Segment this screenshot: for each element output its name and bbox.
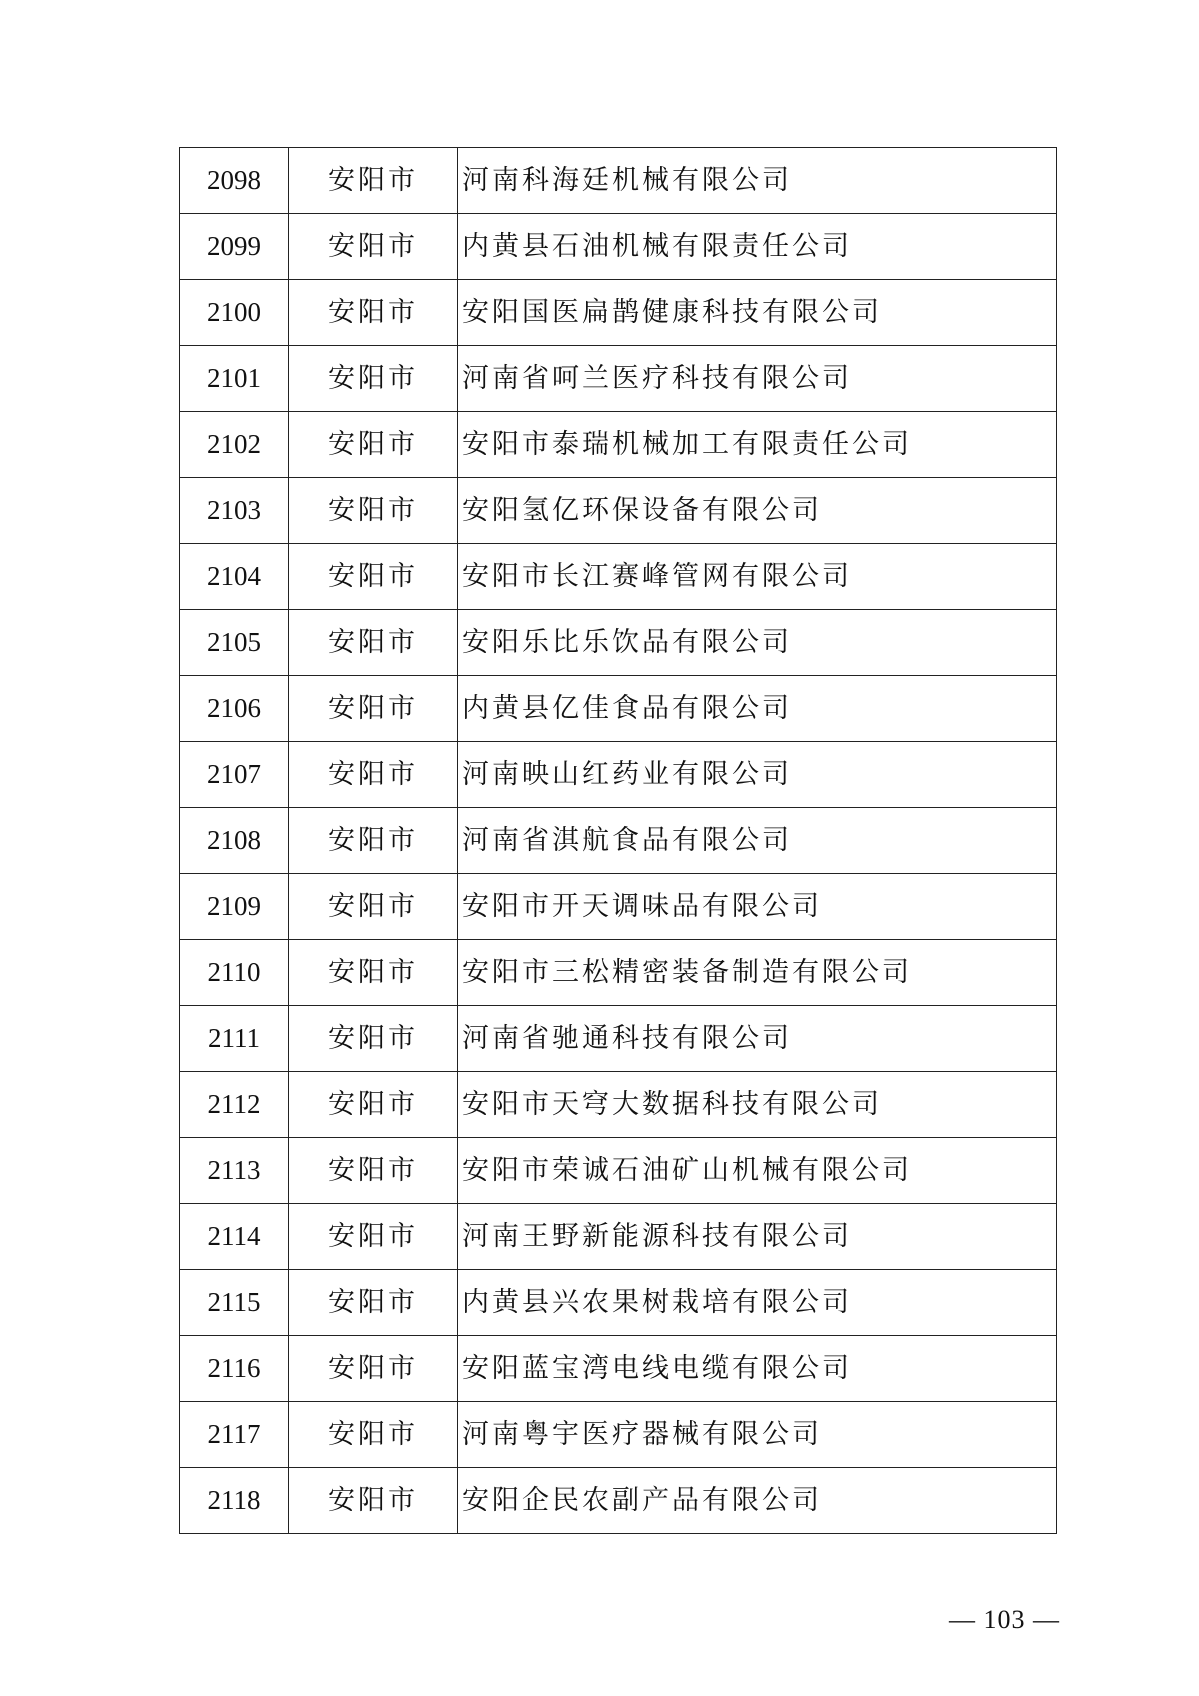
company-name-cell: 安阳氢亿环保设备有限公司	[458, 478, 1057, 544]
city-cell: 安阳市	[289, 346, 458, 412]
row-number-cell: 2109	[180, 874, 289, 940]
page-number: — 103 —	[949, 1605, 1060, 1634]
row-number-cell: 2106	[180, 676, 289, 742]
company-name-cell: 安阳市泰瑞机械加工有限责任公司	[458, 412, 1057, 478]
city-cell: 安阳市	[289, 1006, 458, 1072]
company-name-cell: 河南科海廷机械有限公司	[458, 148, 1057, 214]
table-row	[180, 1006, 1057, 1072]
company-name-cell: 安阳市长江赛峰管网有限公司	[458, 544, 1057, 610]
row-number-cell: 2104	[180, 544, 289, 610]
company-list-table	[179, 147, 1057, 1534]
row-number-cell: 2100	[180, 280, 289, 346]
company-name-cell: 安阳市三松精密装备制造有限公司	[458, 940, 1057, 1006]
table-row	[180, 1270, 1057, 1336]
table-row	[180, 610, 1057, 676]
company-name-cell: 安阳乐比乐饮品有限公司	[458, 610, 1057, 676]
company-name-cell: 安阳市开天调味品有限公司	[458, 874, 1057, 940]
city-cell: 安阳市	[289, 1468, 458, 1534]
table-row	[180, 874, 1057, 940]
company-name-cell: 河南王野新能源科技有限公司	[458, 1204, 1057, 1270]
row-number-cell: 2118	[180, 1468, 289, 1534]
table-row	[180, 214, 1057, 280]
company-name-cell: 河南映山红药业有限公司	[458, 742, 1057, 808]
row-number-cell: 2115	[180, 1270, 289, 1336]
row-number-cell: 2102	[180, 412, 289, 478]
city-cell: 安阳市	[289, 544, 458, 610]
city-cell: 安阳市	[289, 214, 458, 280]
company-name-cell: 内黄县石油机械有限责任公司	[458, 214, 1057, 280]
row-number-cell: 2105	[180, 610, 289, 676]
company-name-cell: 安阳蓝宝湾电线电缆有限公司	[458, 1336, 1057, 1402]
table-row	[180, 1138, 1057, 1204]
city-cell: 安阳市	[289, 874, 458, 940]
city-cell: 安阳市	[289, 610, 458, 676]
city-cell: 安阳市	[289, 940, 458, 1006]
company-name-cell: 安阳市荣诚石油矿山机械有限公司	[458, 1138, 1057, 1204]
row-number-cell: 2116	[180, 1336, 289, 1402]
company-name-cell: 河南省呵兰医疗科技有限公司	[458, 346, 1057, 412]
table-row	[180, 742, 1057, 808]
row-number-cell: 2110	[180, 940, 289, 1006]
city-cell: 安阳市	[289, 1204, 458, 1270]
table-row	[180, 544, 1057, 610]
company-name-cell: 内黄县兴农果树栽培有限公司	[458, 1270, 1057, 1336]
city-cell: 安阳市	[289, 1072, 458, 1138]
row-number-cell: 2112	[180, 1072, 289, 1138]
city-cell: 安阳市	[289, 1402, 458, 1468]
table-row	[180, 1072, 1057, 1138]
city-cell: 安阳市	[289, 1336, 458, 1402]
city-cell: 安阳市	[289, 280, 458, 346]
row-number-cell: 2099	[180, 214, 289, 280]
table-row	[180, 412, 1057, 478]
table-row	[180, 478, 1057, 544]
table-row	[180, 346, 1057, 412]
city-cell: 安阳市	[289, 676, 458, 742]
company-name-cell: 安阳企民农副产品有限公司	[458, 1468, 1057, 1534]
city-cell: 安阳市	[289, 412, 458, 478]
company-name-cell: 安阳国医扁鹊健康科技有限公司	[458, 280, 1057, 346]
table-row	[180, 148, 1057, 214]
row-number-cell: 2113	[180, 1138, 289, 1204]
row-number-cell: 2111	[180, 1006, 289, 1072]
table-row	[180, 940, 1057, 1006]
row-number-cell: 2103	[180, 478, 289, 544]
city-cell: 安阳市	[289, 478, 458, 544]
row-number-cell: 2107	[180, 742, 289, 808]
company-list-body	[180, 148, 1057, 1534]
row-number-cell: 2114	[180, 1204, 289, 1270]
company-name-cell: 河南粤宇医疗器械有限公司	[458, 1402, 1057, 1468]
city-cell: 安阳市	[289, 1270, 458, 1336]
row-number-cell: 2098	[180, 148, 289, 214]
row-number-cell: 2108	[180, 808, 289, 874]
table-row	[180, 1336, 1057, 1402]
table-row	[180, 280, 1057, 346]
row-number-cell: 2117	[180, 1402, 289, 1468]
table-row	[180, 1402, 1057, 1468]
row-number-cell: 2101	[180, 346, 289, 412]
table-row	[180, 1204, 1057, 1270]
company-name-cell: 河南省驰通科技有限公司	[458, 1006, 1057, 1072]
company-name-cell: 安阳市天穹大数据科技有限公司	[458, 1072, 1057, 1138]
company-name-cell: 河南省淇航食品有限公司	[458, 808, 1057, 874]
table-row	[180, 676, 1057, 742]
table-row	[180, 1468, 1057, 1534]
table-row	[180, 808, 1057, 874]
company-name-cell: 内黄县亿佳食品有限公司	[458, 676, 1057, 742]
city-cell: 安阳市	[289, 808, 458, 874]
city-cell: 安阳市	[289, 1138, 458, 1204]
city-cell: 安阳市	[289, 742, 458, 808]
city-cell: 安阳市	[289, 148, 458, 214]
